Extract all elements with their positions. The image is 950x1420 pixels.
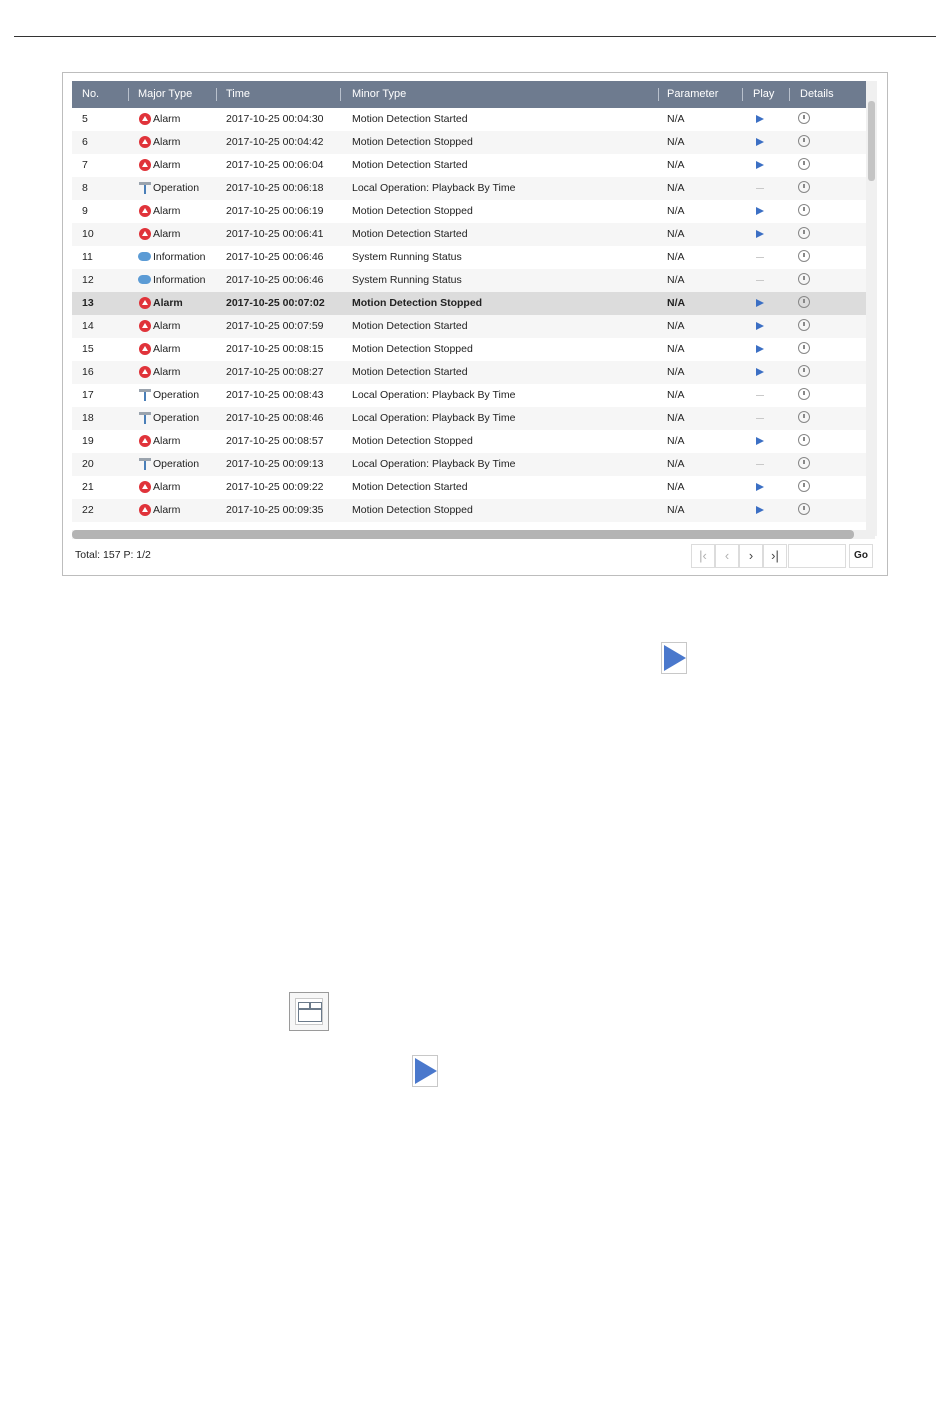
cell-parameter: N/A (667, 159, 685, 171)
operation-icon (138, 389, 151, 402)
play-icon[interactable] (756, 345, 764, 353)
next-page-button[interactable] (739, 544, 763, 568)
log-table (72, 81, 866, 526)
horizontal-scrollbar[interactable] (72, 530, 875, 539)
details-icon[interactable] (798, 250, 810, 262)
cell-no: 11 (82, 251, 93, 263)
first-page-icon: |‹ (699, 548, 707, 563)
operation-icon (138, 182, 151, 195)
table-header (72, 81, 866, 108)
details-icon[interactable] (798, 411, 810, 423)
major-type-label: Alarm (153, 159, 181, 171)
cell-major-type (138, 315, 218, 338)
horizontal-scroll-thumb[interactable] (72, 530, 854, 539)
play-icon[interactable] (756, 115, 764, 123)
cell-major-type (138, 246, 218, 269)
cell-no: 13 (82, 297, 94, 309)
cell-time: 2017-10-25 00:08:43 (226, 389, 324, 401)
header-separator (128, 88, 129, 101)
cell-minor-type: Local Operation: Playback By Time (352, 389, 516, 401)
table-row[interactable] (72, 476, 866, 499)
alarm-icon (138, 205, 151, 218)
cell-major-type (138, 131, 218, 154)
cell-parameter: N/A (667, 366, 685, 378)
cell-parameter: N/A (667, 113, 685, 125)
major-type-label: Alarm (153, 504, 181, 516)
vertical-scroll-thumb[interactable] (868, 101, 875, 181)
cell-parameter: N/A (667, 320, 685, 332)
cell-minor-type: Motion Detection Stopped (352, 343, 473, 355)
operation-icon (138, 458, 151, 471)
cell-minor-type: System Running Status (352, 251, 462, 263)
cell-major-type (138, 177, 218, 200)
details-icon[interactable] (798, 388, 810, 400)
cell-parameter: N/A (667, 504, 685, 516)
cell-major-type (138, 269, 218, 292)
play-icon[interactable] (756, 322, 764, 330)
information-icon (138, 251, 151, 264)
cell-no: 5 (82, 113, 88, 125)
major-type-label: Alarm (153, 205, 181, 217)
play-unavailable-dash (756, 280, 764, 281)
cell-minor-type: Motion Detection Started (352, 159, 468, 171)
page-number-input[interactable] (788, 544, 846, 568)
folder-icon-glyph (298, 1002, 322, 1022)
cell-minor-type: Motion Detection Started (352, 481, 468, 493)
play-icon[interactable] (756, 207, 764, 215)
table-row[interactable] (72, 384, 866, 407)
cell-no: 21 (82, 481, 94, 493)
cell-parameter: N/A (667, 228, 685, 240)
play-icon[interactable] (756, 483, 764, 491)
table-row[interactable] (72, 223, 866, 246)
table-row[interactable] (72, 430, 866, 453)
cell-parameter: N/A (667, 251, 685, 263)
alarm-icon (138, 297, 151, 310)
details-icon[interactable] (798, 342, 810, 354)
major-type-label: Operation (153, 458, 200, 470)
cell-parameter: N/A (667, 205, 685, 217)
alarm-icon (138, 320, 151, 333)
major-type-label: Alarm (153, 136, 181, 148)
header-major-type[interactable]: Major Type (138, 88, 193, 100)
total-pages-label: Total: 157 P: 1/2 (75, 549, 151, 561)
details-icon[interactable] (798, 319, 810, 331)
cell-parameter: N/A (667, 389, 685, 401)
details-icon[interactable] (798, 503, 810, 515)
cell-minor-type: Local Operation: Playback By Time (352, 182, 516, 194)
cell-time: 2017-10-25 00:08:57 (226, 435, 324, 447)
cell-no: 6 (82, 136, 88, 148)
cell-time: 2017-10-25 00:08:46 (226, 412, 324, 424)
cell-no: 9 (82, 205, 88, 217)
header-separator (658, 88, 659, 101)
details-icon[interactable] (798, 365, 810, 377)
header-parameter[interactable]: Parameter (667, 88, 719, 100)
major-type-label: Alarm (153, 366, 181, 378)
page-header-rule (14, 36, 936, 37)
alarm-icon (138, 343, 151, 356)
header-separator (340, 88, 341, 101)
cell-parameter: N/A (667, 481, 685, 493)
alarm-icon (138, 366, 151, 379)
cell-parameter: N/A (667, 136, 685, 148)
play-icon[interactable] (756, 506, 764, 514)
table-row[interactable] (72, 108, 866, 131)
cell-minor-type: Motion Detection Stopped (352, 205, 473, 217)
details-icon[interactable] (798, 181, 810, 193)
cell-time: 2017-10-25 00:07:59 (226, 320, 324, 332)
major-type-label: Information (153, 274, 206, 286)
cell-no: 8 (82, 182, 88, 194)
table-row[interactable] (72, 338, 866, 361)
play-icon[interactable] (756, 230, 764, 238)
cell-major-type (138, 384, 218, 407)
header-minor-type[interactable]: Minor Type (352, 88, 407, 100)
alarm-icon (138, 228, 151, 241)
alarm-icon (138, 481, 151, 494)
cell-parameter: N/A (667, 182, 685, 194)
table-row[interactable] (72, 154, 866, 177)
alarm-icon (138, 435, 151, 448)
cell-time: 2017-10-25 00:08:27 (226, 366, 324, 378)
play-unavailable-dash (756, 418, 764, 419)
go-button[interactable]: Go (849, 544, 873, 568)
major-type-label: Alarm (153, 481, 181, 493)
cell-no: 10 (82, 228, 94, 240)
cell-time: 2017-10-25 00:06:18 (226, 182, 324, 194)
table-row[interactable] (72, 292, 866, 315)
cell-minor-type: Local Operation: Playback By Time (352, 458, 516, 470)
cell-major-type (138, 407, 218, 430)
cell-parameter: N/A (667, 274, 685, 286)
header-play[interactable]: Play (753, 88, 775, 100)
cell-minor-type: Motion Detection Stopped (352, 435, 473, 447)
cell-time: 2017-10-25 00:06:46 (226, 274, 324, 286)
details-icon[interactable] (798, 204, 810, 216)
major-type-label: Alarm (153, 113, 181, 125)
cell-major-type (138, 453, 218, 476)
cell-time: 2017-10-25 00:07:02 (226, 297, 325, 309)
play-icon (412, 1055, 438, 1087)
alarm-icon (138, 113, 151, 126)
alarm-icon (138, 159, 151, 172)
operation-icon (138, 412, 151, 425)
cell-no: 15 (82, 343, 94, 355)
cell-minor-type: Motion Detection Started (352, 113, 468, 125)
details-icon[interactable] (798, 457, 810, 469)
cell-time: 2017-10-25 00:04:30 (226, 113, 324, 125)
cell-major-type (138, 200, 218, 223)
cell-time: 2017-10-25 00:09:22 (226, 481, 324, 493)
major-type-label: Alarm (153, 228, 181, 240)
alarm-icon (138, 504, 151, 517)
table-row[interactable] (72, 246, 866, 269)
prev-page-button[interactable] (715, 544, 739, 568)
cell-parameter: N/A (667, 435, 685, 447)
cell-time: 2017-10-25 00:06:46 (226, 251, 324, 263)
cell-time: 2017-10-25 00:06:41 (226, 228, 324, 240)
header-time[interactable]: Time (226, 88, 251, 100)
cell-minor-type: Motion Detection Stopped (352, 504, 473, 516)
cell-time: 2017-10-25 00:09:13 (226, 458, 324, 470)
major-type-label: Operation (153, 389, 200, 401)
cell-major-type (138, 223, 218, 246)
table-row[interactable] (72, 499, 866, 522)
cell-no: 20 (82, 458, 94, 470)
details-icon[interactable] (798, 227, 810, 239)
cell-no: 16 (82, 366, 94, 378)
information-icon (138, 274, 151, 287)
log-search-result-panel (62, 72, 888, 576)
play-icon (661, 642, 687, 674)
table-row[interactable] (72, 453, 866, 476)
play-unavailable-dash (756, 257, 764, 258)
cell-no: 18 (82, 412, 94, 424)
play-icon[interactable] (756, 138, 764, 146)
vertical-scrollbar[interactable] (866, 81, 877, 536)
cell-parameter: N/A (667, 412, 685, 424)
cell-no: 14 (82, 320, 94, 332)
cell-time: 2017-10-25 00:04:42 (226, 136, 324, 148)
table-row[interactable] (72, 177, 866, 200)
cell-no: 22 (82, 504, 94, 516)
header-details[interactable]: Details (800, 88, 834, 100)
cell-no: 19 (82, 435, 94, 447)
folder-icon (289, 992, 329, 1031)
details-icon[interactable] (798, 434, 810, 446)
cell-major-type (138, 499, 218, 522)
major-type-label: Operation (153, 182, 200, 194)
table-row[interactable] (72, 407, 866, 430)
alarm-icon (138, 136, 151, 149)
cell-time: 2017-10-25 00:06:19 (226, 205, 324, 217)
cell-major-type (138, 430, 218, 453)
header-separator (742, 88, 743, 101)
cell-minor-type: Motion Detection Started (352, 228, 468, 240)
major-type-label: Operation (153, 412, 200, 424)
cell-major-type (138, 476, 218, 499)
cell-time: 2017-10-25 00:08:15 (226, 343, 324, 355)
play-icon[interactable] (756, 368, 764, 376)
header-separator (789, 88, 790, 101)
cell-no: 12 (82, 274, 94, 286)
next-page-icon: › (748, 548, 754, 563)
cell-major-type (138, 108, 218, 131)
play-unavailable-dash (756, 188, 764, 189)
play-icon[interactable] (756, 299, 764, 307)
prev-page-icon: ‹ (724, 548, 730, 563)
play-icon[interactable] (756, 161, 764, 169)
major-type-label: Information (153, 251, 206, 263)
major-type-label: Alarm (153, 297, 183, 309)
table-row[interactable] (72, 131, 866, 154)
major-type-label: Alarm (153, 320, 181, 332)
table-row[interactable] (72, 269, 866, 292)
cell-time: 2017-10-25 00:06:04 (226, 159, 324, 171)
cell-major-type (138, 154, 218, 177)
cell-no: 7 (82, 159, 88, 171)
details-icon[interactable] (798, 135, 810, 147)
cell-parameter: N/A (667, 297, 686, 309)
table-row[interactable] (72, 361, 866, 384)
major-type-label: Alarm (153, 343, 181, 355)
cell-minor-type: Motion Detection Started (352, 320, 468, 332)
cell-no: 17 (82, 389, 94, 401)
last-page-button[interactable] (763, 544, 787, 568)
play-unavailable-dash (756, 464, 764, 465)
cell-minor-type: System Running Status (352, 274, 462, 286)
cell-major-type (138, 292, 218, 315)
cell-minor-type: Motion Detection Started (352, 366, 468, 378)
details-icon[interactable] (798, 480, 810, 492)
last-page-icon: ›| (771, 548, 779, 563)
play-icon[interactable] (756, 437, 764, 445)
table-row[interactable] (72, 200, 866, 223)
header-separator (216, 88, 217, 101)
table-row[interactable] (72, 315, 866, 338)
cell-minor-type: Motion Detection Stopped (352, 297, 483, 309)
cell-time: 2017-10-25 00:09:35 (226, 504, 324, 516)
header-no[interactable]: No. (82, 88, 100, 100)
details-icon[interactable] (798, 296, 810, 308)
details-icon[interactable] (798, 112, 810, 124)
cell-minor-type: Motion Detection Stopped (352, 136, 473, 148)
cell-parameter: N/A (667, 458, 685, 470)
play-unavailable-dash (756, 395, 764, 396)
major-type-label: Alarm (153, 435, 181, 447)
first-page-button[interactable] (691, 544, 715, 568)
cell-major-type (138, 338, 218, 361)
cell-parameter: N/A (667, 343, 685, 355)
cell-minor-type: Local Operation: Playback By Time (352, 412, 516, 424)
details-icon[interactable] (798, 158, 810, 170)
cell-major-type (138, 361, 218, 384)
details-icon[interactable] (798, 273, 810, 285)
